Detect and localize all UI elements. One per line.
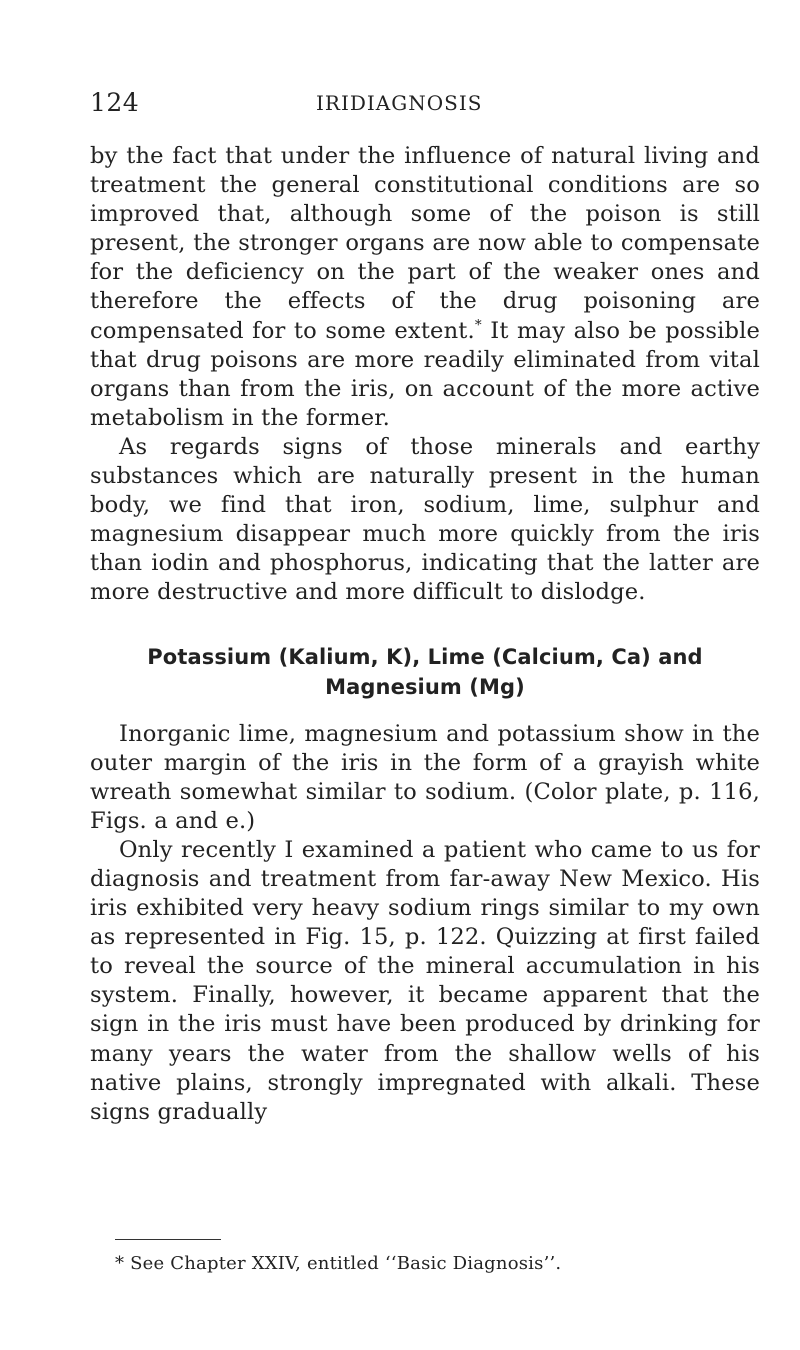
paragraph-1 xyxy=(90,142,760,433)
footnote-marker: * xyxy=(474,317,482,334)
page-number: 124 xyxy=(90,88,140,117)
paragraph-1-continuation: It may also be possible that drug poisons are more readily eliminated from vital organs than from the iris, on account of the more active metabolism in the former. xyxy=(90,317,760,431)
section-heading-line-2: Magnesium (Mg) xyxy=(325,674,525,699)
footnote-divider xyxy=(115,1239,221,1240)
paragraph-3: Inorganic lime, magnesium and potassium show in the outer margin of the iris in the form of a grayish white wreath somewhat similar to sodium. (Color plate, p. 116, Figs. a and e.) xyxy=(90,720,760,834)
page-body xyxy=(90,142,760,1127)
paragraph-1-text: by the fact that under the influence of natural living and treatment the general constitutional conditions are so improved that, although some of the poison is still present, the stronger organs are now able to compensate for the deficiency on the part of the weaker ones and therefore the effects of the drug poisoning are compensated for to some extent. xyxy=(90,143,760,344)
footnote: * See Chapter XXIV, entitled ‘‘Basic Diagnosis’’. xyxy=(115,1253,562,1274)
paragraph-4: Only recently I examined a patient who came to us for diagnosis and treatment from far-away New Mexico. His iris exhibited very heavy sodium rings similar to my own as represented in Fig. 15, p. 122. Quizzing at first failed to reveal the source of the mineral accumulation in his system. Finally, however, it became apparent that the sign in the iris must have been produced by drinking for many years the water from the shallow wells of his native plains, strongly impregnated with alkali. These signs gradually xyxy=(90,836,760,1125)
section-heading-line-1: Potassium (Kalium, K), Lime (Calcium, Ca) and xyxy=(147,644,703,669)
paragraph-2: As regards signs of those minerals and earthy substances which are naturally present in the human body, we find that iron, sodium, lime, sulphur and magnesium disappear much more quickly from the iris than iodin and phosphorus, indicating that the latter are more destructive and more difficult to dislodge. xyxy=(90,433,760,606)
page-header xyxy=(90,88,758,122)
section-heading xyxy=(90,642,760,702)
running-head: IRIDIAGNOSIS xyxy=(316,91,483,115)
